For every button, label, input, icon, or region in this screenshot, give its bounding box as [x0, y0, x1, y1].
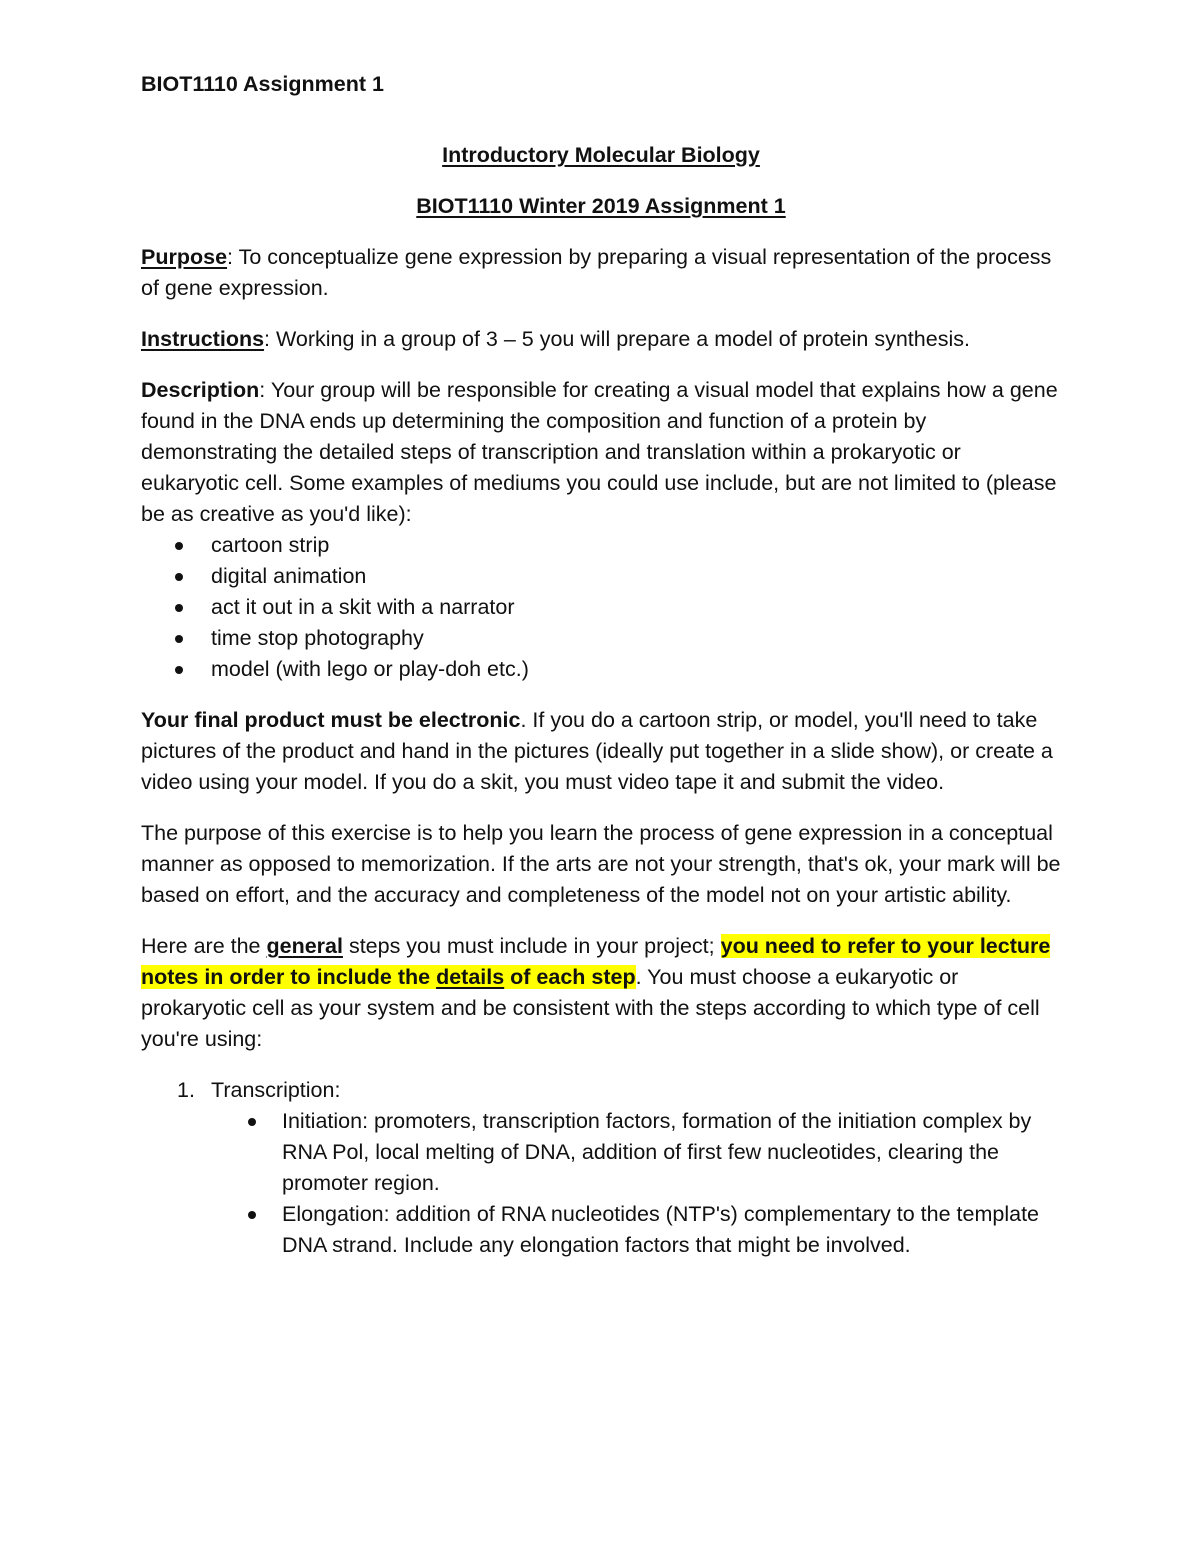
- list-item: time stop photography: [141, 623, 1061, 654]
- document-subtitle: BIOT1110 Winter 2019 Assignment 1: [416, 194, 786, 218]
- purpose-text: : To conceptualize gene expression by preparing a visual representation of the process of gene expression.: [141, 245, 1052, 300]
- list-item: act it out in a skit with a narrator: [141, 592, 1061, 623]
- steps-intro-pre: Here are the: [141, 934, 267, 958]
- list-item: Elongation: addition of RNA nucleotides (NTP's) complementary to the template DNA strand. Include any elongation factors that might be involved.: [141, 1199, 1061, 1261]
- general-emphasis: general: [266, 934, 343, 958]
- description-paragraph: [141, 375, 1061, 530]
- description-text: : Your group will be responsible for creating a visual model that explains how a gene found in the DNA ends up determining the composition and function of a protein by demonstrating the detailed steps of transcription and translation within a prokaryotic or eukaryotic cell. Some examples of mediums you could use include, but are not limited to (please be as creative as you'd like):: [141, 378, 1058, 526]
- details-emphasis: details: [436, 965, 505, 989]
- instructions-paragraph: [141, 324, 1061, 355]
- exercise-purpose-paragraph: The purpose of this exercise is to help you learn the process of gene expression in a conceptual manner as opposed to memorization. If the arts are not your strength, that's ok, your mark will be based on effort, and the accuracy and completeness of the model not on your artistic ability.: [141, 821, 1061, 907]
- list-item: Initiation: promoters, transcription factors, formation of the initiation complex by RNA Pol, local melting of DNA, addition of first few nucleotides, clearing the promoter region.: [141, 1106, 1061, 1199]
- step-number: 1.: [177, 1078, 195, 1102]
- highlight-text-a: you need to refer to your lecture notes in order to include the: [141, 934, 1051, 989]
- list-item: model (with lego or play-doh etc.): [141, 654, 1061, 685]
- purpose-paragraph: [141, 242, 1061, 304]
- step-label: Transcription:: [211, 1078, 341, 1102]
- final-product-paragraph: [141, 705, 1061, 798]
- steps-intro-post: . You must choose a eukaryotic or prokaryotic cell as your system and be consistent with the steps according to which type of cell you're using:: [141, 965, 1040, 1051]
- steps-intro-paragraph: [141, 931, 1061, 1055]
- steps-list: [141, 1075, 1061, 1261]
- document-body: [141, 140, 1061, 1261]
- final-product-label: Your final product must be electronic: [141, 708, 521, 732]
- purpose-label: Purpose: [141, 245, 228, 269]
- instructions-label: Instructions: [141, 327, 265, 351]
- list-item: digital animation: [141, 561, 1061, 592]
- description-label: Description: [141, 378, 260, 402]
- steps-intro-mid: steps you must include in your project;: [342, 934, 721, 958]
- list-item: cartoon strip: [141, 530, 1061, 561]
- page-header: BIOT1110 Assignment 1: [141, 72, 384, 96]
- final-product-text: . If you do a cartoon strip, or model, you'll need to take pictures of the product and hand in the pictures (ideally put together in a slide show), or create a video using your model. If you do a skit, you must video tape it and submit the video.: [141, 708, 1053, 794]
- step-item: [141, 1075, 1061, 1261]
- document-title: Introductory Molecular Biology: [442, 143, 760, 167]
- highlight-text-b: of each step: [504, 965, 636, 989]
- mediums-list: [141, 530, 1061, 685]
- instructions-text: : Working in a group of 3 – 5 you will prepare a model of protein synthesis.: [264, 327, 970, 351]
- step-substeps: [211, 1106, 1061, 1261]
